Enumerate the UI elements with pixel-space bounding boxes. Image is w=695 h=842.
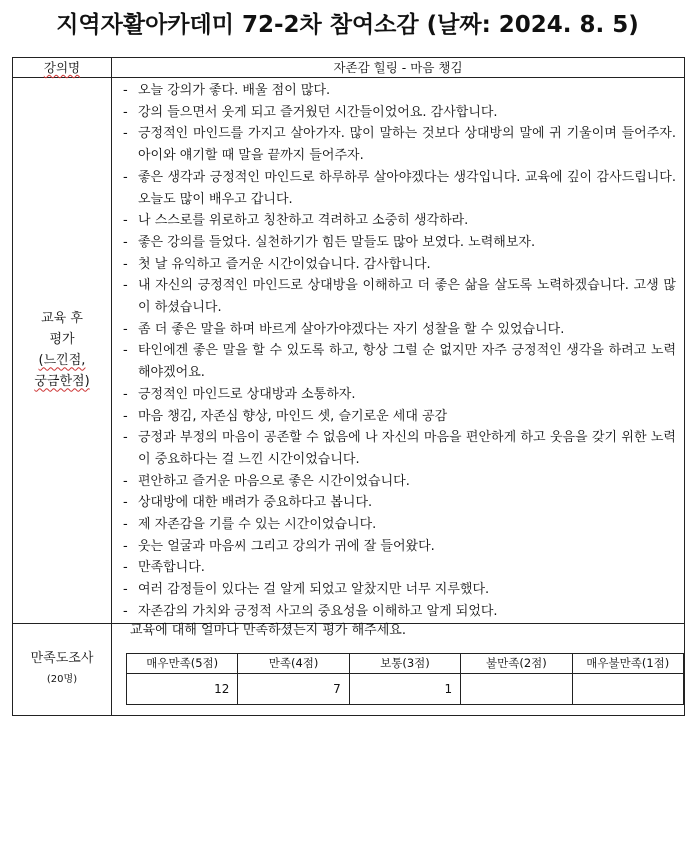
rating-table [126, 653, 684, 705]
satisfaction-question: 교육에 대해 얼마나 만족하셨는지 평가 해주세요. [130, 622, 406, 638]
satisfaction-content [112, 623, 685, 715]
evaluation-content [112, 78, 685, 624]
rating-header-cell: 매우만족(5점) [127, 653, 238, 673]
rating-header-cell: 매우불만족(1점) [572, 653, 683, 673]
rating-value-cell: 7 [238, 673, 349, 704]
list-item: - 오늘 강의가 좋다. 배울 점이 많다. [120, 80, 676, 102]
list-item: - 긍정적인 마인드로 상대방과 소통하자. [120, 384, 676, 406]
document-title: 지역자활아카데미 72-2차 참여소감 (날짜: 2024. 8. 5) [56, 12, 639, 38]
list-item: - 타인에겐 좋은 말을 할 수 있도록 하고, 항상 그럴 순 없지만 자주 긍정적인 생각을 하려고 노력해야겠어요. [120, 340, 676, 383]
rating-header-cell: 불만족(2점) [461, 653, 572, 673]
rating-value-cell: 1 [349, 673, 460, 704]
rating-header-cell: 만족(4점) [238, 653, 349, 673]
list-item: - 첫 날 유익하고 즐거운 시간이었습니다. 감사합니다. [120, 254, 676, 276]
lecture-name-value: 자존감 힐링 - 마음 챙김 [112, 58, 685, 78]
respondent-count: (20명) [46, 673, 78, 685]
list-item: - 내 자신의 긍정적인 마인드로 상대방을 이해하고 더 좋은 삶을 살도록 노력하겠습니다. 고생 많이 하셨습니다. [120, 275, 676, 318]
list-item: - 좀 더 좋은 말을 하며 바르게 살아가야겠다는 자기 성찰을 할 수 있었습니다. [120, 319, 676, 341]
list-item: - 강의 들으면서 웃게 되고 즐거웠던 시간들이었어요. 감사합니다. [120, 102, 676, 124]
satisfaction-label: 만족도조사 (20명) [13, 623, 112, 715]
rating-value-cell [461, 673, 572, 704]
lecture-name-label: 강의명 [13, 58, 112, 78]
header-row [13, 58, 685, 78]
list-item: - 편안하고 즐거운 마음으로 좋은 시간이었습니다. [120, 471, 676, 493]
satisfaction-row [13, 623, 685, 715]
feedback-table [12, 57, 685, 716]
comment-list [112, 78, 684, 623]
list-item: - 자존감의 가치와 긍정적 사고의 중요성을 이해하고 알게 되었다. [120, 601, 676, 623]
evaluation-row [13, 78, 685, 624]
list-item: - 웃는 얼굴과 마음씨 그리고 강의가 귀에 잘 들어왔다. [120, 536, 676, 558]
list-item: - 여러 감정들이 있다는 걸 알게 되었고 알찼지만 너무 지루했다. [120, 579, 676, 601]
list-item: - 긍정적인 마인드를 가지고 살아가자. 많이 말하는 것보다 상대방의 말에 귀 기울이며 들어주자. 아이와 얘기할 때 말을 끝까지 들어주자. [120, 123, 676, 166]
rating-value-cell [572, 673, 683, 704]
list-item: - 마음 챙김, 자존심 향상, 마인드 셋, 슬기로운 세대 공감 [120, 406, 676, 428]
list-item: - 좋은 강의를 들었다. 실천하기가 힘든 말들도 많아 보였다. 노력해보자. [120, 232, 676, 254]
rating-header-cell: 보통(3점) [349, 653, 460, 673]
list-item: - 만족합니다. [120, 557, 676, 579]
rating-value-cell: 12 [127, 673, 238, 704]
evaluation-label: 교육 후 평가 (느낀점, 궁금한점) [13, 78, 112, 624]
rating-header-row [127, 653, 684, 673]
list-item: - 제 자존감을 기를 수 있는 시간이었습니다. [120, 514, 676, 536]
rating-value-row [127, 673, 684, 704]
list-item: - 긍정과 부정의 마음이 공존할 수 없음에 나 자신의 마음을 편안하게 하고 웃음을 갖기 위한 노력이 중요하다는 걸 느낀 시간이었습니다. [120, 427, 676, 470]
list-item: - 나 스스로를 위로하고 칭찬하고 격려하고 소중히 생각하라. [120, 210, 676, 232]
list-item: - 상대방에 대한 배려가 중요하다고 봅니다. [120, 492, 676, 514]
list-item: - 좋은 생각과 긍정적인 마인드로 하루하루 살아야겠다는 생각입니다. 교육에 깊이 감사드립니다. 오늘도 많이 배우고 갑니다. [120, 167, 676, 210]
